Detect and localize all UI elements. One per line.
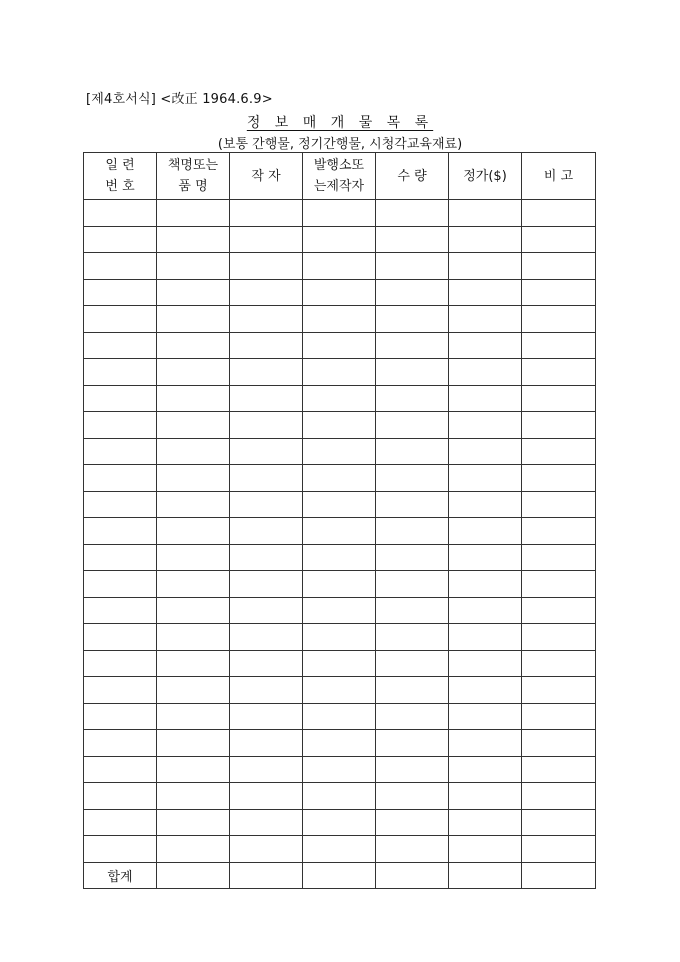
table-cell[interactable] xyxy=(84,597,157,624)
table-cell[interactable] xyxy=(376,650,449,677)
table-cell[interactable] xyxy=(522,465,596,492)
table-cell[interactable] xyxy=(84,836,157,863)
table-cell[interactable] xyxy=(522,544,596,571)
table-cell[interactable] xyxy=(449,253,522,280)
table-cell[interactable] xyxy=(157,385,230,412)
table-cell[interactable] xyxy=(449,491,522,518)
media-list-table xyxy=(83,152,596,889)
header-serial-number-line2: 번 호 xyxy=(105,179,135,194)
table-cell[interactable] xyxy=(449,756,522,783)
table-cell[interactable] xyxy=(303,491,376,518)
table-cell[interactable] xyxy=(303,677,376,704)
header-title-or-item-line2: 품 명 xyxy=(178,179,208,194)
table-cell[interactable] xyxy=(230,677,303,704)
total-cell xyxy=(376,862,449,889)
table-cell[interactable] xyxy=(303,571,376,598)
table-cell[interactable] xyxy=(522,836,596,863)
table-cell[interactable] xyxy=(376,359,449,386)
table-cell[interactable] xyxy=(84,491,157,518)
table-cell[interactable] xyxy=(303,332,376,359)
total-cell xyxy=(522,862,596,889)
table-row xyxy=(84,332,596,359)
table-cell[interactable] xyxy=(84,332,157,359)
table-cell[interactable] xyxy=(303,465,376,492)
table-row xyxy=(84,412,596,439)
table-cell[interactable] xyxy=(522,571,596,598)
table-cell[interactable] xyxy=(376,438,449,465)
table-cell[interactable] xyxy=(522,756,596,783)
table-cell[interactable] xyxy=(230,359,303,386)
table-cell[interactable] xyxy=(84,438,157,465)
table-row xyxy=(84,783,596,810)
document-subtitle: (보통 간행물, 정기간행물, 시청각교육재료) xyxy=(217,137,463,152)
table-cell[interactable] xyxy=(303,756,376,783)
header-publisher xyxy=(303,153,376,200)
table-cell[interactable] xyxy=(157,306,230,333)
table-cell[interactable] xyxy=(376,385,449,412)
header-quantity xyxy=(376,153,449,200)
table-cell[interactable] xyxy=(230,650,303,677)
table-cell[interactable] xyxy=(449,306,522,333)
table-cell[interactable] xyxy=(230,253,303,280)
table-row xyxy=(84,650,596,677)
total-cell xyxy=(303,862,376,889)
table-cell[interactable] xyxy=(230,412,303,439)
table-cell[interactable] xyxy=(449,465,522,492)
table-cell[interactable] xyxy=(230,465,303,492)
table-cell[interactable] xyxy=(376,544,449,571)
table-cell[interactable] xyxy=(84,306,157,333)
table-cell[interactable] xyxy=(230,491,303,518)
table-cell[interactable] xyxy=(303,836,376,863)
table-cell[interactable] xyxy=(376,518,449,545)
table-cell[interactable] xyxy=(376,253,449,280)
table-cell[interactable] xyxy=(522,491,596,518)
table-cell[interactable] xyxy=(230,385,303,412)
table-cell[interactable] xyxy=(157,703,230,730)
header-serial-number-line1: 일 련 xyxy=(105,158,135,173)
table-cell[interactable] xyxy=(303,730,376,757)
table-cell[interactable] xyxy=(230,518,303,545)
table-cell[interactable] xyxy=(303,306,376,333)
table-cell[interactable] xyxy=(303,544,376,571)
table-cell[interactable] xyxy=(522,597,596,624)
table-cell[interactable] xyxy=(303,279,376,306)
table-cell[interactable] xyxy=(449,279,522,306)
table-cell[interactable] xyxy=(522,624,596,651)
table-cell[interactable] xyxy=(449,571,522,598)
table-cell[interactable] xyxy=(157,624,230,651)
table-cell[interactable] xyxy=(84,465,157,492)
table-cell[interactable] xyxy=(449,809,522,836)
table-row xyxy=(84,809,596,836)
table-cell[interactable] xyxy=(449,226,522,253)
table-cell[interactable] xyxy=(449,385,522,412)
table-cell[interactable] xyxy=(230,200,303,227)
table-cell[interactable] xyxy=(84,571,157,598)
table-cell[interactable] xyxy=(376,730,449,757)
header-price-line1: 정가($) xyxy=(463,168,507,184)
table-cell[interactable] xyxy=(230,306,303,333)
table-cell[interactable] xyxy=(522,385,596,412)
table-cell[interactable] xyxy=(522,518,596,545)
header-author-line1: 작 자 xyxy=(251,168,281,184)
table-row xyxy=(84,491,596,518)
form-id-label: [제4호서식] <改正 1964.6.9> xyxy=(86,92,273,107)
table-row xyxy=(84,465,596,492)
table-row xyxy=(84,253,596,280)
table-cell[interactable] xyxy=(157,226,230,253)
table-cell[interactable] xyxy=(84,703,157,730)
table-cell[interactable] xyxy=(230,836,303,863)
table-cell[interactable] xyxy=(84,385,157,412)
table-cell[interactable] xyxy=(522,438,596,465)
table-cell[interactable] xyxy=(522,279,596,306)
table-cell[interactable] xyxy=(303,597,376,624)
table-cell[interactable] xyxy=(230,279,303,306)
table-cell[interactable] xyxy=(522,783,596,810)
header-author xyxy=(230,153,303,200)
table-cell[interactable] xyxy=(376,624,449,651)
table-cell[interactable] xyxy=(449,332,522,359)
table-cell[interactable] xyxy=(230,783,303,810)
table-cell[interactable] xyxy=(157,756,230,783)
table-row xyxy=(84,571,596,598)
table-cell[interactable] xyxy=(84,226,157,253)
table-cell[interactable] xyxy=(230,809,303,836)
table-cell[interactable] xyxy=(157,253,230,280)
table-cell[interactable] xyxy=(157,438,230,465)
table-cell[interactable] xyxy=(84,253,157,280)
table-cell[interactable] xyxy=(522,306,596,333)
table-cell[interactable] xyxy=(157,279,230,306)
table-row xyxy=(84,544,596,571)
table-cell[interactable] xyxy=(230,730,303,757)
table-row xyxy=(84,836,596,863)
table-cell[interactable] xyxy=(84,624,157,651)
table-cell[interactable] xyxy=(376,571,449,598)
header-remarks xyxy=(522,153,596,200)
table-cell[interactable] xyxy=(522,703,596,730)
table-cell[interactable] xyxy=(376,836,449,863)
table-cell[interactable] xyxy=(303,412,376,439)
table-cell[interactable] xyxy=(230,438,303,465)
table-cell[interactable] xyxy=(84,359,157,386)
table-cell[interactable] xyxy=(376,200,449,227)
table-cell[interactable] xyxy=(376,491,449,518)
table-cell[interactable] xyxy=(522,359,596,386)
table-row xyxy=(84,385,596,412)
table-row xyxy=(84,200,596,227)
table-cell[interactable] xyxy=(376,279,449,306)
table-cell[interactable] xyxy=(157,332,230,359)
header-title-or-item-line1: 책명또는 xyxy=(167,158,219,173)
table-cell[interactable] xyxy=(230,571,303,598)
table-cell[interactable] xyxy=(230,332,303,359)
table-cell[interactable] xyxy=(303,624,376,651)
table-cell[interactable] xyxy=(84,756,157,783)
table-cell[interactable] xyxy=(157,650,230,677)
table-cell[interactable] xyxy=(449,730,522,757)
table-cell[interactable] xyxy=(303,359,376,386)
table-row xyxy=(84,730,596,757)
table-cell[interactable] xyxy=(376,703,449,730)
table-cell[interactable] xyxy=(449,412,522,439)
total-cell xyxy=(230,862,303,889)
document-title-wrap xyxy=(0,112,680,132)
table-cell[interactable] xyxy=(157,836,230,863)
table-cell[interactable] xyxy=(157,359,230,386)
table-row xyxy=(84,306,596,333)
table-cell[interactable] xyxy=(157,412,230,439)
table-cell[interactable] xyxy=(522,809,596,836)
table-cell[interactable] xyxy=(157,783,230,810)
table-cell[interactable] xyxy=(522,253,596,280)
table-cell[interactable] xyxy=(522,226,596,253)
header-publisher-line1: 발행소또 xyxy=(313,158,365,173)
table-row xyxy=(84,226,596,253)
table-cell[interactable] xyxy=(157,544,230,571)
table-cell[interactable] xyxy=(230,597,303,624)
table-row xyxy=(84,624,596,651)
table-cell[interactable] xyxy=(449,544,522,571)
table-cell[interactable] xyxy=(157,200,230,227)
table-cell[interactable] xyxy=(376,597,449,624)
table-cell[interactable] xyxy=(303,253,376,280)
table-cell[interactable] xyxy=(449,703,522,730)
table-cell[interactable] xyxy=(376,226,449,253)
table-cell[interactable] xyxy=(449,597,522,624)
table-cell[interactable] xyxy=(449,836,522,863)
table-cell[interactable] xyxy=(303,385,376,412)
table-cell[interactable] xyxy=(157,677,230,704)
table-row xyxy=(84,279,596,306)
table-cell[interactable] xyxy=(84,650,157,677)
table-cell[interactable] xyxy=(522,650,596,677)
table-row xyxy=(84,359,596,386)
table-cell[interactable] xyxy=(522,332,596,359)
table-cell[interactable] xyxy=(522,730,596,757)
table-cell[interactable] xyxy=(230,624,303,651)
table-cell[interactable] xyxy=(157,597,230,624)
table-cell[interactable] xyxy=(449,650,522,677)
table-row xyxy=(84,597,596,624)
total-row xyxy=(84,862,596,889)
table-cell[interactable] xyxy=(84,677,157,704)
table-cell[interactable] xyxy=(303,783,376,810)
table-cell[interactable] xyxy=(449,677,522,704)
table-cell[interactable] xyxy=(449,624,522,651)
header-remarks-line1: 비 고 xyxy=(543,168,574,184)
table-row xyxy=(84,438,596,465)
table-cell[interactable] xyxy=(303,200,376,227)
header-publisher-line2: 는제작자 xyxy=(313,179,365,194)
table-cell[interactable] xyxy=(157,730,230,757)
table-cell[interactable] xyxy=(376,677,449,704)
total-cell xyxy=(449,862,522,889)
header-serial-number xyxy=(84,153,157,200)
header-row xyxy=(84,153,596,200)
table-cell[interactable] xyxy=(84,279,157,306)
table-row xyxy=(84,677,596,704)
table-cell[interactable] xyxy=(303,438,376,465)
table-cell[interactable] xyxy=(376,412,449,439)
table-cell[interactable] xyxy=(157,491,230,518)
table-cell[interactable] xyxy=(522,200,596,227)
table-cell[interactable] xyxy=(376,756,449,783)
table-body xyxy=(84,200,596,889)
table-cell[interactable] xyxy=(303,703,376,730)
table-cell[interactable] xyxy=(84,544,157,571)
table-cell[interactable] xyxy=(157,518,230,545)
table-cell[interactable] xyxy=(449,518,522,545)
table-cell[interactable] xyxy=(522,412,596,439)
table-cell[interactable] xyxy=(157,809,230,836)
header-title-or-item xyxy=(157,153,230,200)
table-cell[interactable] xyxy=(84,518,157,545)
table-cell[interactable] xyxy=(230,703,303,730)
table-cell[interactable] xyxy=(84,809,157,836)
table-cell[interactable] xyxy=(449,359,522,386)
table-cell[interactable] xyxy=(230,226,303,253)
table-cell[interactable] xyxy=(376,465,449,492)
table-cell[interactable] xyxy=(84,730,157,757)
table-cell[interactable] xyxy=(84,412,157,439)
document-title: 정 보 매 개 물 목 록 xyxy=(246,115,434,131)
header-price xyxy=(449,153,522,200)
total-cell xyxy=(157,862,230,889)
table-cell[interactable] xyxy=(376,332,449,359)
table-cell[interactable] xyxy=(303,650,376,677)
table-cell[interactable] xyxy=(230,756,303,783)
table-cell[interactable] xyxy=(84,200,157,227)
table-cell[interactable] xyxy=(376,809,449,836)
table-cell[interactable] xyxy=(376,306,449,333)
table-cell[interactable] xyxy=(157,465,230,492)
table-cell[interactable] xyxy=(449,200,522,227)
table-row xyxy=(84,756,596,783)
table-cell[interactable] xyxy=(449,783,522,810)
total-label-cell: 합계 xyxy=(84,862,157,889)
table-cell[interactable] xyxy=(303,226,376,253)
table-cell[interactable] xyxy=(449,438,522,465)
table-row xyxy=(84,518,596,545)
table-cell[interactable] xyxy=(522,677,596,704)
table-row xyxy=(84,703,596,730)
table-cell[interactable] xyxy=(157,571,230,598)
table-cell[interactable] xyxy=(303,809,376,836)
table-cell[interactable] xyxy=(303,518,376,545)
table-cell[interactable] xyxy=(376,783,449,810)
header-quantity-line1: 수 량 xyxy=(397,168,427,184)
table-cell[interactable] xyxy=(230,544,303,571)
table-cell[interactable] xyxy=(84,783,157,810)
